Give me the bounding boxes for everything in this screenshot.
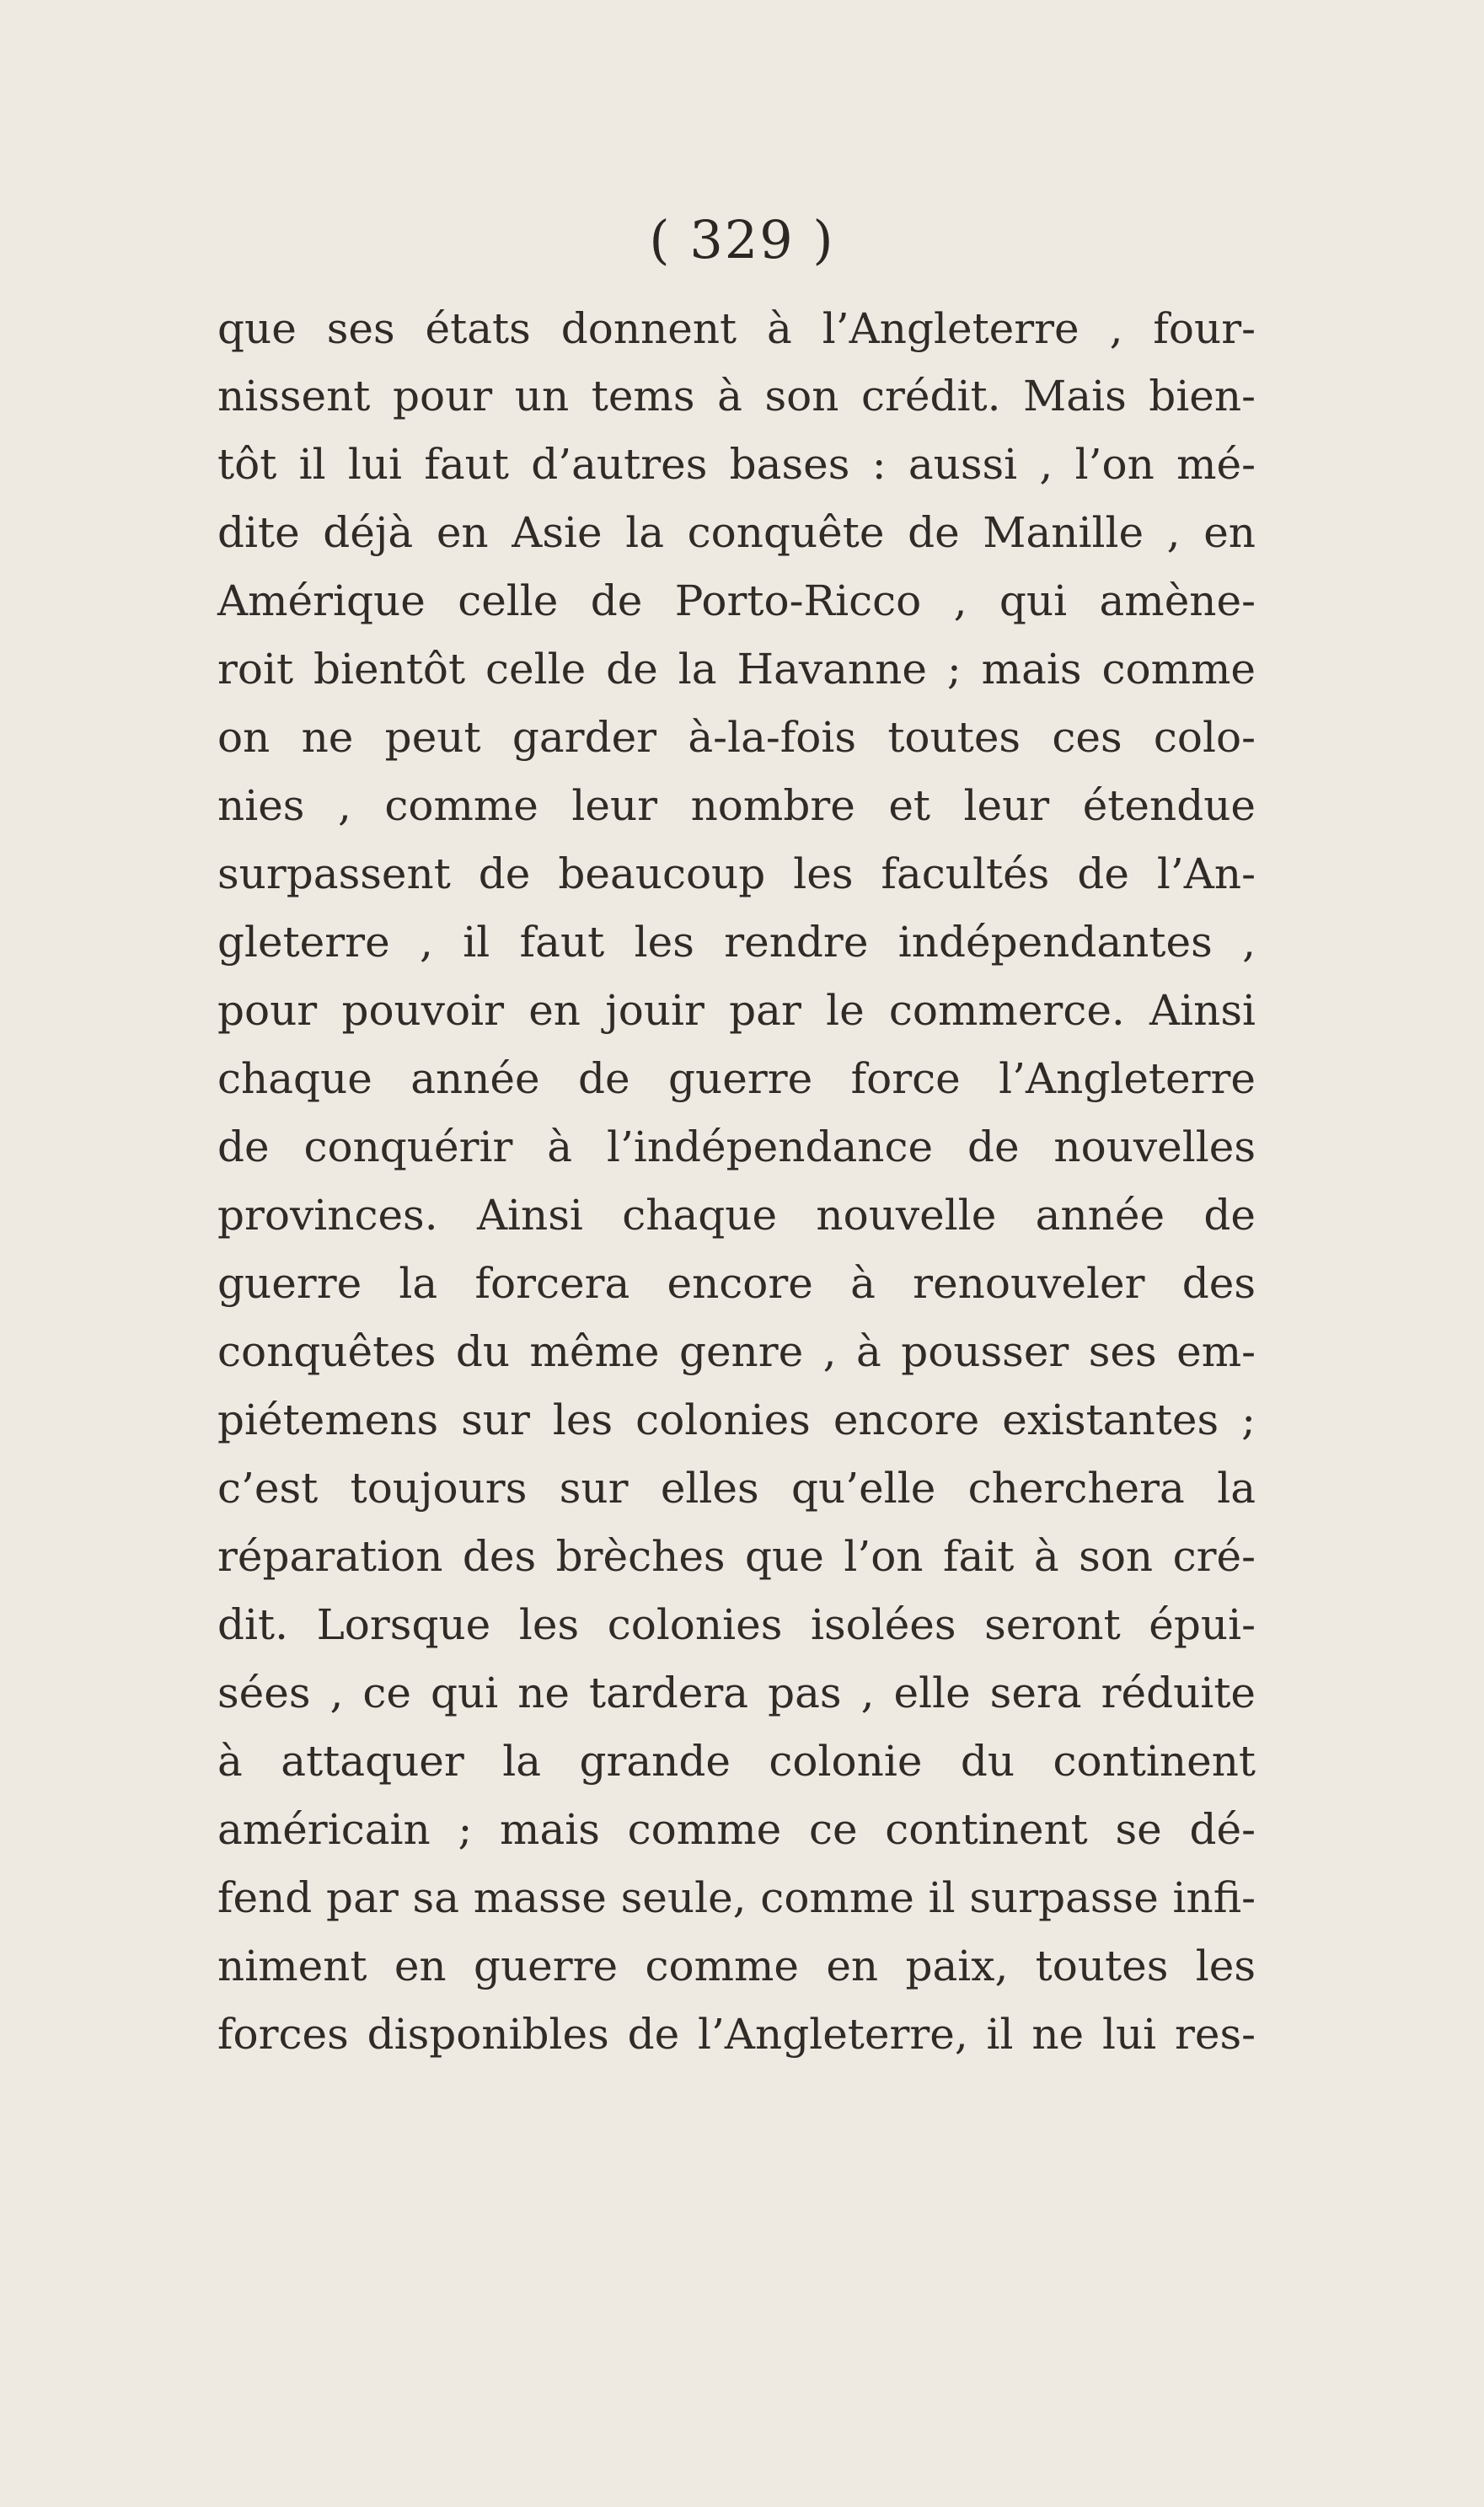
text-line: gleterre , il faut les rendre indépendantes , <box>217 918 1256 967</box>
text-line: provinces. Ainsi chaque nouvelle année de <box>217 1191 1256 1240</box>
text-line: roit bientôt celle de la Havanne ; mais comme <box>217 645 1256 694</box>
body-text <box>217 295 1256 2069</box>
text-line: sées , ce qui ne tardera pas , elle sera réduite <box>217 1669 1256 1717</box>
text-line: dit. Lorsque les colonies isolées seront épui- <box>217 1600 1256 1649</box>
text-line: on ne peut garder à-la-fois toutes ces colo- <box>217 713 1256 762</box>
page-number: ( 329 ) <box>649 209 835 271</box>
text-line: piétemens sur les colonies encore existantes ; <box>217 1395 1256 1444</box>
text-line: réparation des brèches que l’on fait à son cré- <box>217 1532 1256 1581</box>
text-line: Amérique celle de Porto-Ricco , qui amène- <box>217 576 1256 625</box>
text-line: niment en guerre comme en paix, toutes les <box>217 1942 1256 1990</box>
text-line: dite déjà en Asie la conquête de Manille , en <box>217 508 1256 557</box>
text-line: tôt il lui faut d’autres bases : aussi , l’on mé- <box>217 440 1256 489</box>
text-line: pour pouvoir en jouir par le commerce. Ainsi <box>217 986 1256 1035</box>
text-line: forces disponibles de l’Angleterre, il ne lui res- <box>217 2010 1256 2059</box>
text-line: surpassent de beaucoup les facultés de l’An- <box>217 849 1256 898</box>
text-line: de conquérir à l’indépendance de nouvelles <box>217 1122 1256 1171</box>
text-line: que ses états donnent à l’Angleterre , four- <box>217 304 1256 353</box>
text-line: nies , comme leur nombre et leur étendue <box>217 781 1256 830</box>
text-line: américain ; mais comme ce continent se dé- <box>217 1805 1256 1854</box>
text-line: chaque année de guerre force l’Angleterre <box>217 1054 1256 1103</box>
text-line: fend par sa masse seule, comme il surpasse infi- <box>217 1873 1256 1922</box>
text-line: c’est toujours sur elles qu’elle cherchera la <box>217 1464 1256 1513</box>
text-line: guerre la forcera encore à renouveler des <box>217 1259 1256 1308</box>
text-line: conquêtes du même genre , à pousser ses em- <box>217 1327 1256 1376</box>
text-line: à attaquer la grande colonie du continent <box>217 1737 1256 1786</box>
text-line: nissent pour un tems à son crédit. Mais bien- <box>217 372 1256 421</box>
